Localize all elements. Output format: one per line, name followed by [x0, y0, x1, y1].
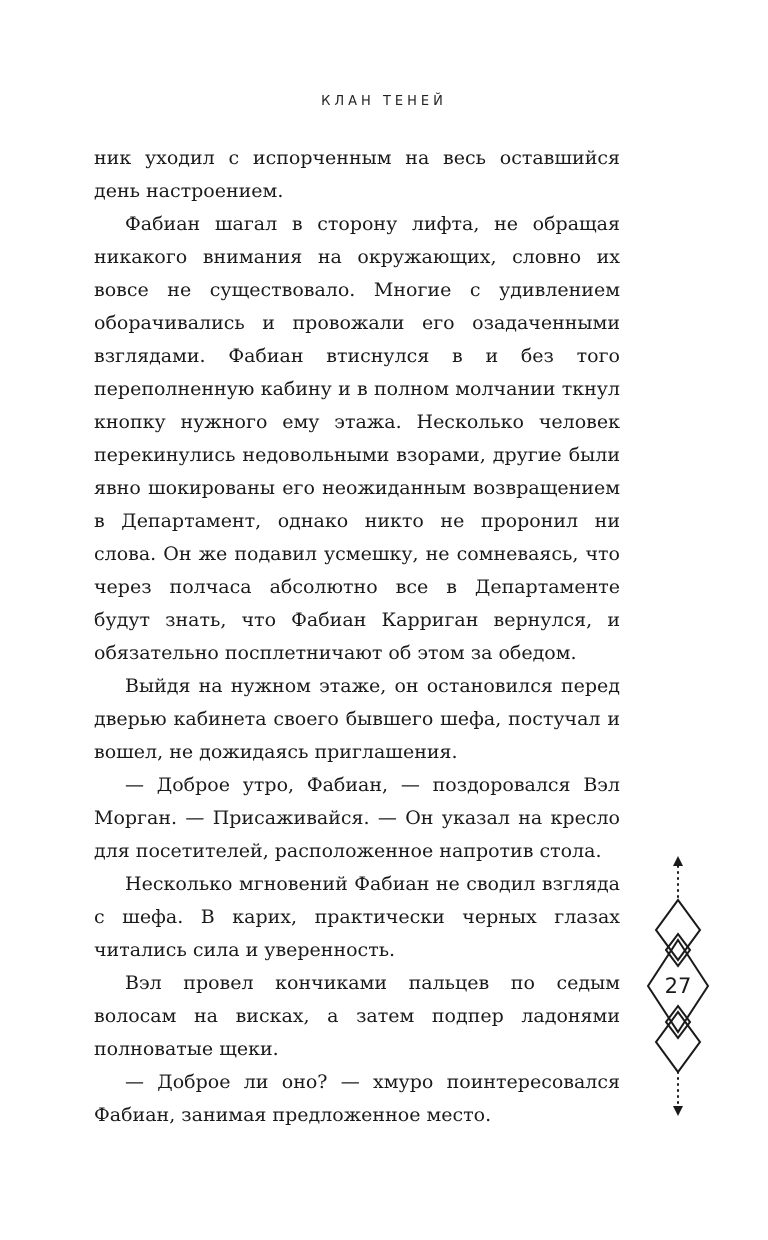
ornament-lower-diamond — [656, 1012, 700, 1072]
page-number: 27 — [664, 974, 692, 998]
paragraph-continuation: ник уходил с испорченным на весь оставшийся день настроением. — [94, 147, 620, 202]
paragraph: Фабиан шагал в сторону лифта, не обращая никакого внимания на окружающих, словно их вовсе не существовало. Многие с удивлением оборачивались и провожали его озадаченными взглядами. Фабиан втиснулся в и без того переполненную кабину и в полном молчании ткнул кнопку нужного ему этажа. Несколько человек перекинулись недовольными взорами, другие были явно шокированы его неожиданным возвращением в Департамент, однако никто не проронил ни слова. Он же подавил усмешку, не сомневаясь, что через полчаса абсолютно все в Департаменте будут знать, что Фабиан Карриган вернулся, и обязательно посплетничают об этом за обедом. — [94, 213, 620, 664]
dialogue-paragraph: — Доброе утро, Фабиан, — поздоровался Вэл Морган. — Присаживайся. — Он указал на кресло для посетителей, расположенное напротив стола. — [94, 774, 620, 862]
paragraph: Выйдя на нужном этаже, он остановился перед дверью кабинета своего бывшего шефа, постучал и вошел, не дожидаясь приглашения. — [94, 675, 620, 763]
running-head: КЛАН ТЕНЕЙ — [321, 94, 447, 109]
ornament-arrow-down-icon — [673, 1106, 683, 1116]
ornament-upper-diamond — [656, 900, 700, 960]
paragraph: Вэл провел кончиками пальцев по седым волосам на висках, а затем подпер ладонями полноватые щеки. — [94, 972, 620, 1060]
dialogue-paragraph: — Доброе ли оно? — хмуро поинтересовался Фабиан, занимая предложенное место. — [94, 1071, 620, 1126]
paragraph: Несколько мгновений Фабиан не сводил взгляда с шефа. В карих, практически черных глазах читались сила и уверенность. — [94, 873, 620, 961]
body-text — [94, 142, 620, 1132]
ornament-arrow-up-icon — [673, 856, 683, 866]
